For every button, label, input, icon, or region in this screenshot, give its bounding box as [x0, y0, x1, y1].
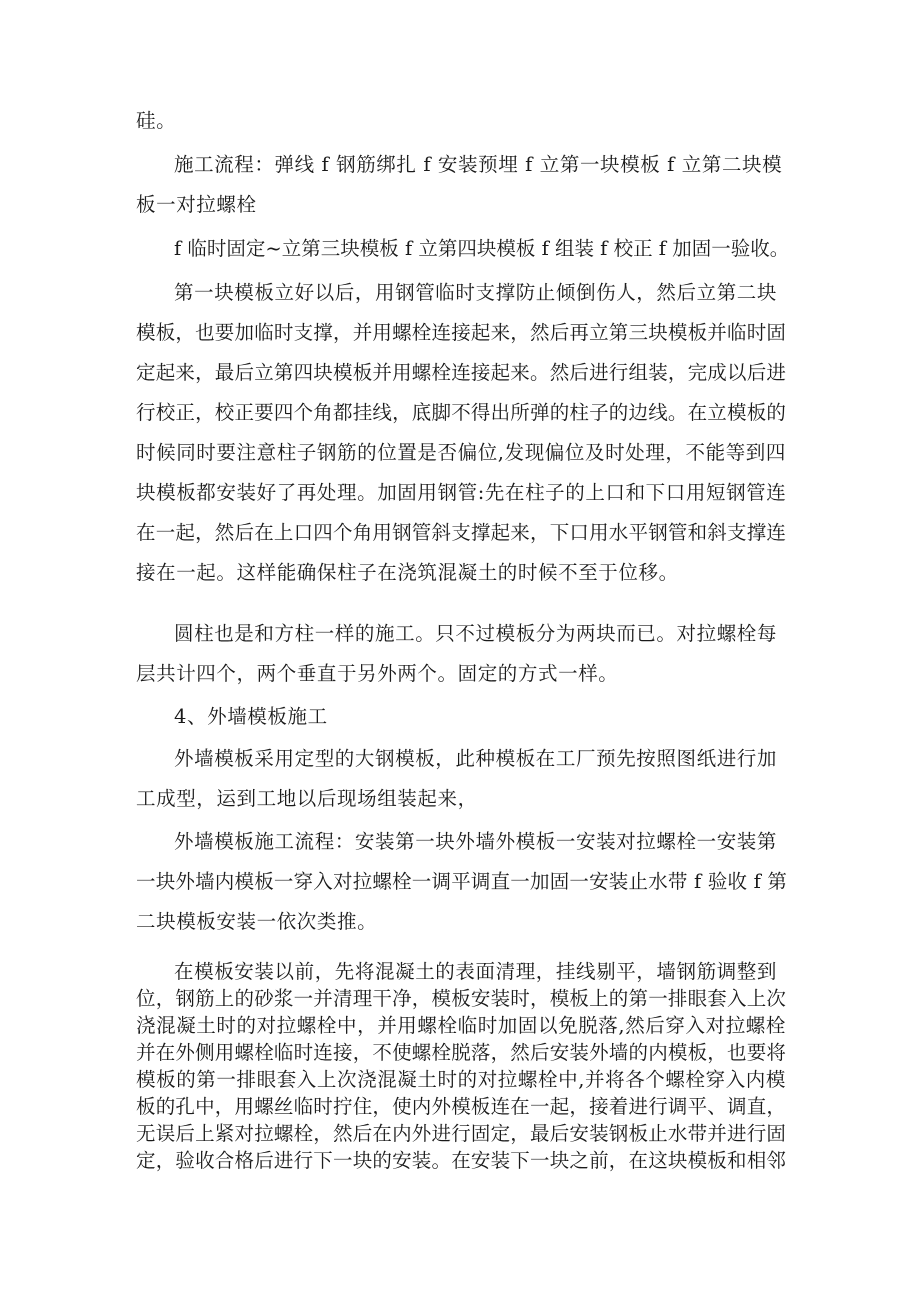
text-line: 定，验收合格后进行下一块的安装。在安装下一块之前，在这块模板和相邻 — [136, 1149, 787, 1172]
text-line: 在模板安装以前，先将混凝土的表面清理，挂线剔平，墙钢筋调整到 — [174, 960, 778, 983]
text-line: 一块外墙内模板一穿入对拉螺栓一调平调直一加固一安装止水带 f 验收 f 第 — [136, 870, 788, 893]
paragraph-temporary-fixing — [136, 229, 792, 269]
text-line: 层共计四个，两个垂直于另外两个。固定的方式一样。 — [136, 662, 619, 685]
text-line: 块模板都安装好了再处理。加固用钢管:先在柱子的上口和下口用短钢管连 — [136, 481, 787, 504]
paragraph-construction-process — [136, 145, 792, 225]
paragraph-before-installation — [136, 958, 792, 1174]
text-line: 硅。 — [136, 109, 177, 132]
text-line: 接在一起。这样能确保柱子在浇筑混凝土的时候不至于位移。 — [136, 561, 679, 584]
paragraph-first-formwork — [136, 273, 792, 593]
text-line: 二块模板安装一依次类推。 — [136, 910, 378, 933]
paragraph-silicon-end — [136, 101, 792, 141]
text-line: 并在外侧用螺栓临时连接，不使螺栓脱落，然后安装外墙的内模板，也要将 — [136, 1041, 787, 1064]
text-line: 时候同时要注意柱子钢筋的位置是否偏位,发现偏位及时处理，不能等到四 — [136, 441, 786, 464]
text-line: 外墙模板采用定型的大钢模板，此种模板在工厂预先按照图纸进行加 — [174, 747, 778, 770]
paragraph-round-column — [136, 614, 792, 694]
text-line: 浇混凝土时的对拉螺栓中，并用螺栓临时加固以免脱落,然后穿入对拉螺栓 — [136, 1014, 786, 1037]
text-line: 板一对拉螺栓 — [136, 193, 257, 216]
paragraph-exterior-wall-formwork — [136, 739, 792, 819]
text-line: 4、外墙模板施工 — [174, 705, 328, 728]
text-line: 位，钢筋上的砂浆一并清理干净，模板安装时，模板上的第一排眼套入上次 — [136, 987, 787, 1010]
text-line: 无误后上紧对拉螺栓，然后在内外进行固定，最后安装钢板止水带并进行固 — [136, 1122, 787, 1145]
section-heading-exterior-wall — [136, 697, 792, 737]
text-line: 圆柱也是和方柱一样的施工。只不过模板分为两块而已。对拉螺栓每 — [174, 622, 778, 645]
paragraph-exterior-wall-process — [136, 822, 792, 942]
text-line: 行校正，校正要四个角都挂线，底脚不得出所弹的柱子的边线。在立模板的 — [136, 401, 787, 424]
text-line: 模板的第一排眼套入上次浇混凝土时的对拉螺栓中,并将各个螺栓穿入内模 — [136, 1068, 786, 1091]
text-line: 工成型，运到工地以后现场组装起来， — [136, 787, 478, 810]
text-line: 定起来，最后立第四块模板并用螺栓连接起来。然后进行组装，完成以后进 — [136, 361, 787, 384]
text-line: 外墙模板施工流程：安装第一块外墙外模板一安装对拉螺栓一安装第 — [174, 830, 778, 853]
text-line: 模板，也要加临时支撑，并用螺栓连接起来，然后再立第三块模板并临时固 — [136, 321, 787, 344]
text-line: 板的孔中，用螺丝临时拧住，使内外模板连在一起，接着进行调平、调直， — [136, 1095, 787, 1118]
text-line: 施工流程：弹线 f 钢筋绑扎 f 安装预埋 f 立第一块模板 f 立第二块模 — [174, 153, 783, 176]
text-line: 在一起，然后在上口四个角用钢管斜支撑起来，下口用水平钢管和斜支撑连 — [136, 521, 787, 544]
text-line: f 临时固定~立第三块模板 f 立第四块模板 f 组装 f 校正 f 加固一验收。 — [174, 237, 790, 260]
text-line: 第一块模板立好以后，用钢管临时支撑防止倾倒伤人，然后立第二块 — [174, 281, 778, 304]
